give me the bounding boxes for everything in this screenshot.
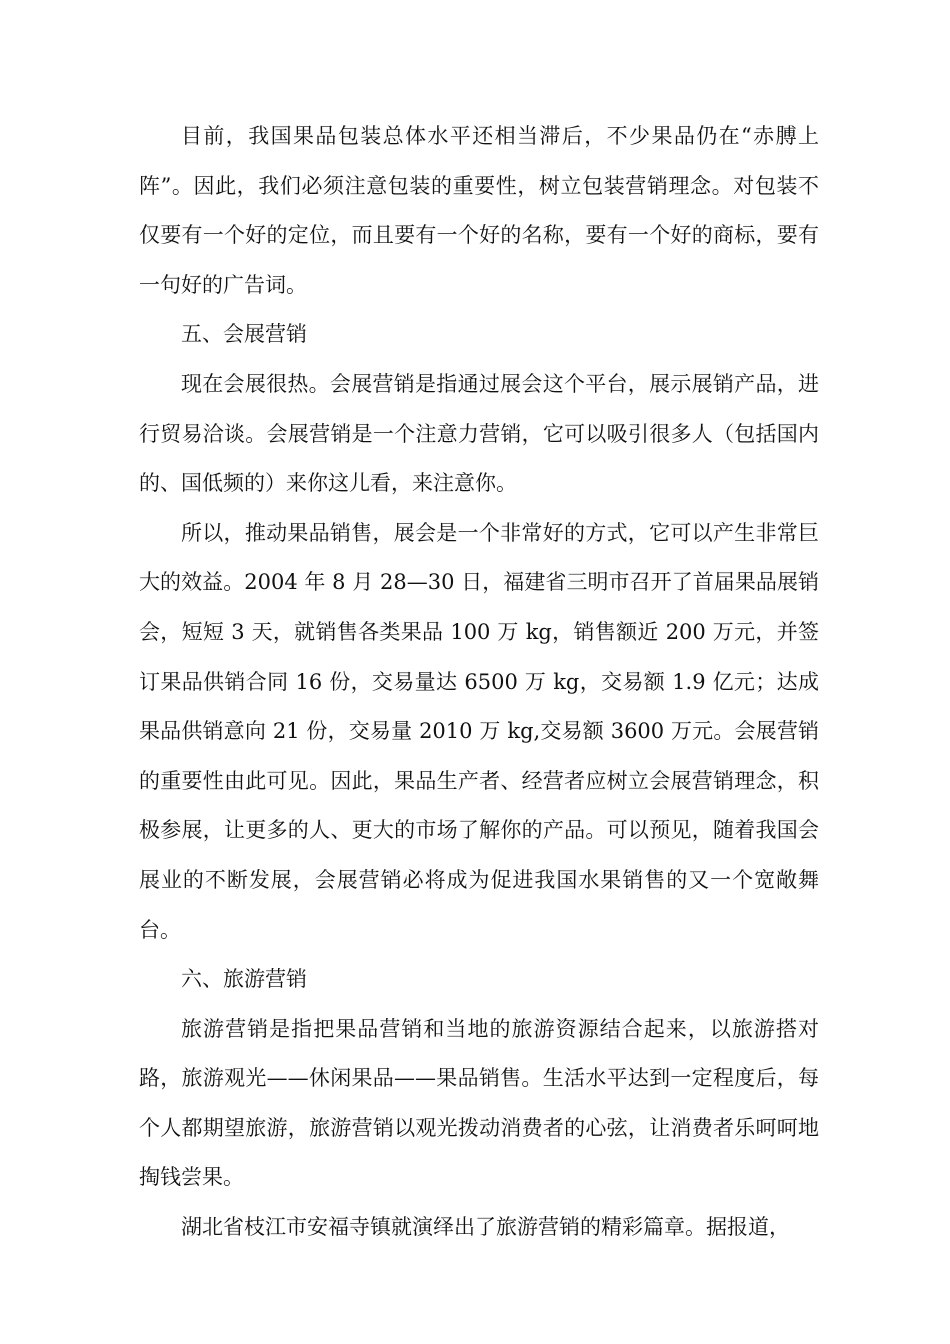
document-body	[139, 112, 819, 1253]
paragraph-packaging: 目前，我国果品包装总体水平还相当滞后，不少果品仍在“赤膊上阵”。因此，我们必须注意包装的重要性，树立包装营销理念。对包装不仅要有一个好的定位，而且要有一个好的名称，要有一个好的商标，要有一句好的广告词。	[139, 124, 819, 297]
section-heading-tourism-marketing: 六、旅游营销	[181, 967, 307, 992]
section-heading-exhibition-marketing: 五、会展营销	[181, 322, 307, 347]
paragraph-exhibition-example: 所以，推动果品销售，展会是一个非常好的方式，它可以产生非常巨大的效益。2004 年 8 月 28—30 日，福建省三明市召开了首届果品展销会，短短 3 天，就销售各类果品 100 万 kg，销售额近 200 万元，并签订果品供销合同 16 份，交易量达 6500 万 kg，交易额 1.9 亿元；达成果品供销意向 21 份，交易量 2010 万 kg,交易额 3600 万元。会展营销的重要性由此可见。因此，果品生产者、经营者应树立会展营销理念，积极参展，让更多的人、更大的市场了解你的产品。可以预见，随着我国会展业的不断发展，会展营销必将成为促进我国水果销售的又一个宽敞舞台。	[139, 520, 819, 942]
paragraph-tourism-example: 湖北省枝江市安福寺镇就演绎出了旅游营销的精彩篇章。据报道，	[181, 1215, 790, 1240]
paragraph-exhibition-definition: 现在会展很热。会展营销是指通过展会这个平台，展示展销产品，进行贸易洽谈。会展营销是一个注意力营销，它可以吸引很多人（包括国内的、国低频的）来你这儿看，来注意你。	[139, 371, 819, 496]
paragraph-tourism-definition: 旅游营销是指把果品营销和当地的旅游资源结合起来，以旅游搭对路，旅游观光——休闲果品——果品销售。生活水平达到一定程度后，每个人都期望旅游，旅游营销以观光拨动消费者的心弦，让消费者乐呵呵地掏钱尝果。	[139, 1016, 819, 1190]
